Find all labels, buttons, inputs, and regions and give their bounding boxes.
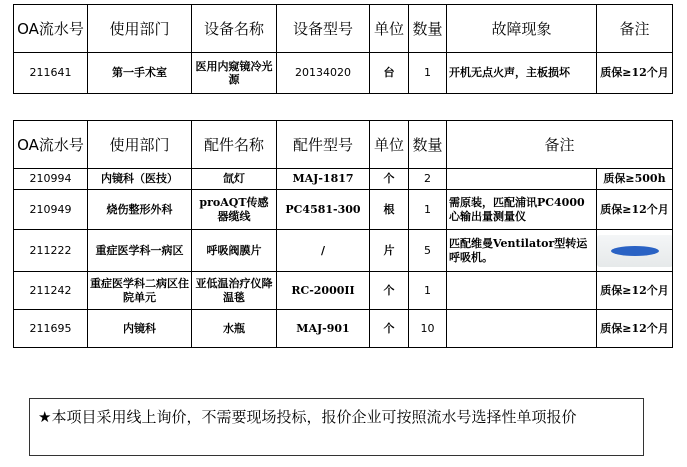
equipment-table	[13, 4, 673, 94]
device-name: 医用内窥镜冷光源	[192, 53, 277, 94]
header-device-model: 设备型号	[277, 5, 370, 53]
header-oa-number: OA流水号	[14, 5, 88, 53]
header-oa-number: OA流水号	[14, 121, 88, 169]
remarks: 质保≥12个月	[597, 53, 673, 94]
part-name: 水瓶	[192, 310, 277, 348]
header-quantity: 数量	[409, 5, 447, 53]
part-name: proAQT传感器缆线	[192, 190, 277, 230]
header-department: 使用部门	[88, 5, 192, 53]
department: 烧伤整形外科	[88, 190, 192, 230]
diaphragm-photo	[597, 235, 673, 267]
part-name: 呼吸阀膜片	[192, 230, 277, 272]
table-row	[14, 272, 673, 310]
department: 内镜科（医技）	[88, 169, 192, 190]
part-name: 氙灯	[192, 169, 277, 190]
warranty: 质保≥12个月	[597, 190, 673, 230]
part-model: PC4581-300	[277, 190, 370, 230]
header-fault: 故障现象	[447, 5, 597, 53]
unit: 个	[370, 169, 409, 190]
notice-box	[29, 398, 644, 456]
unit: 个	[370, 310, 409, 348]
header-unit: 单位	[370, 5, 409, 53]
unit: 片	[370, 230, 409, 272]
header-department: 使用部门	[88, 121, 192, 169]
quantity: 1	[409, 190, 447, 230]
warranty: 质保≥12个月	[597, 272, 673, 310]
part-model: RC-2000II	[277, 272, 370, 310]
warranty: 质保≥12个月	[597, 310, 673, 348]
header-remarks: 备注	[597, 5, 673, 53]
department: 内镜科	[88, 310, 192, 348]
department: 第一手术室	[88, 53, 192, 94]
table-row	[14, 53, 673, 94]
table-row	[14, 190, 673, 230]
warranty: 质保≥500h	[597, 169, 673, 190]
quantity: 2	[409, 169, 447, 190]
unit: 根	[370, 190, 409, 230]
remark-note	[447, 272, 597, 310]
quantity: 1	[409, 272, 447, 310]
part-model: MAJ-1817	[277, 169, 370, 190]
header-quantity: 数量	[409, 121, 447, 169]
diaphragm-shape	[611, 246, 659, 256]
fault: 开机无点火声，主板损坏	[447, 53, 597, 94]
department: 重症医学科一病区	[88, 230, 192, 272]
header-part-model: 配件型号	[277, 121, 370, 169]
quantity: 10	[409, 310, 447, 348]
parts-table	[13, 120, 673, 348]
oa-number: 210949	[14, 190, 88, 230]
quantity: 1	[409, 53, 447, 94]
part-photo-cell	[597, 230, 673, 272]
header-remarks: 备注	[447, 121, 673, 169]
table-row	[14, 230, 673, 272]
table-row	[14, 310, 673, 348]
quantity: 5	[409, 230, 447, 272]
part-model: /	[277, 230, 370, 272]
part-name: 亚低温治疗仪降温毯	[192, 272, 277, 310]
oa-number: 210994	[14, 169, 88, 190]
unit: 台	[370, 53, 409, 94]
remark-note	[447, 169, 597, 190]
remark-note: 需原装，匹配浦讯PC4000心输出量测量仪	[447, 190, 597, 230]
table-header-row	[14, 5, 673, 53]
oa-number: 211695	[14, 310, 88, 348]
department: 重症医学科二病区住院单元	[88, 272, 192, 310]
table-row	[14, 169, 673, 190]
notice-text: ★本项目采用线上询价，不需要现场投标，报价企业可按照流水号选择性单项报价	[38, 408, 577, 426]
part-model: MAJ-901	[277, 310, 370, 348]
header-part-name: 配件名称	[192, 121, 277, 169]
header-unit: 单位	[370, 121, 409, 169]
oa-number: 211242	[14, 272, 88, 310]
device-model: 20134020	[277, 53, 370, 94]
remark-note: 匹配维曼Ventilator型转运呼吸机。	[447, 230, 597, 272]
header-device-name: 设备名称	[192, 5, 277, 53]
table-header-row	[14, 121, 673, 169]
oa-number: 211641	[14, 53, 88, 94]
unit: 个	[370, 272, 409, 310]
oa-number: 211222	[14, 230, 88, 272]
remark-note	[447, 310, 597, 348]
